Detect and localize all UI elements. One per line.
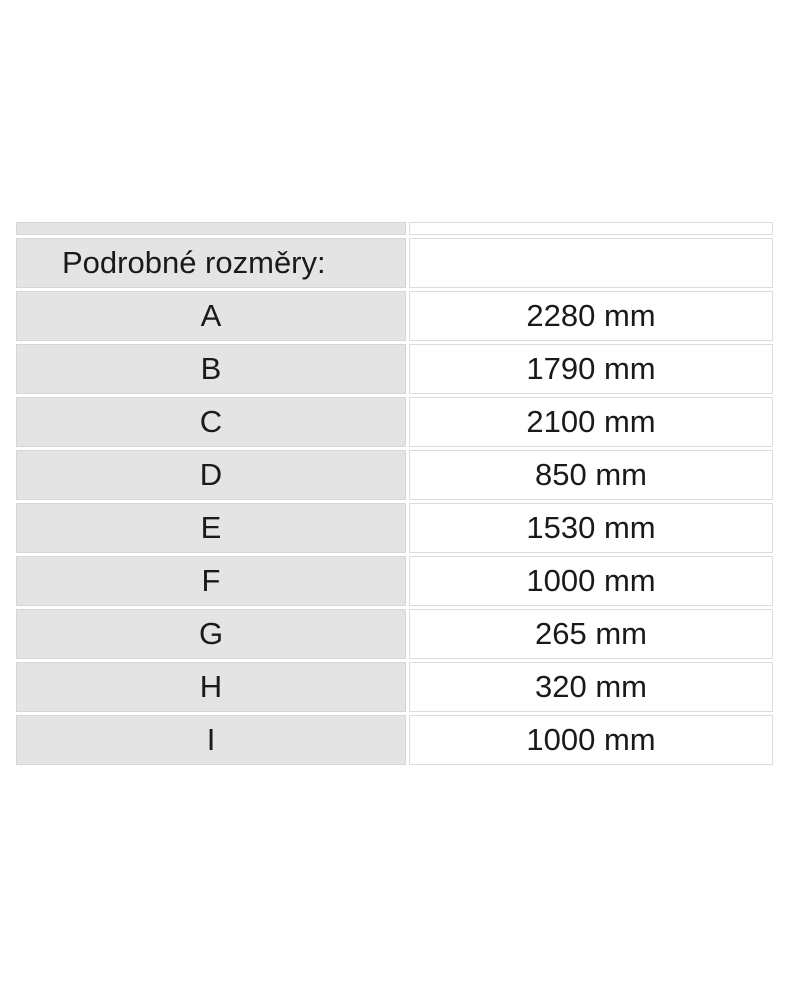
- dimension-value: 265 mm: [409, 609, 773, 659]
- dimension-value: 2280 mm: [409, 291, 773, 341]
- dimension-value: 2100 mm: [409, 397, 773, 447]
- dimension-value: 1000 mm: [409, 715, 773, 765]
- partial-value-cell: [409, 222, 773, 235]
- dimension-label: B: [16, 344, 406, 394]
- partial-label-cell: [16, 222, 406, 235]
- table-row: [16, 397, 773, 447]
- dimension-value: 1790 mm: [409, 344, 773, 394]
- table-row: [16, 503, 773, 553]
- table-row: [16, 715, 773, 765]
- table-row-heading: [16, 238, 773, 288]
- table-row: [16, 291, 773, 341]
- table-row: [16, 450, 773, 500]
- heading-label-cell: Podrobné rozměry:: [16, 238, 406, 288]
- dimension-value: 320 mm: [409, 662, 773, 712]
- dimension-label: A: [16, 291, 406, 341]
- dimension-label: E: [16, 503, 406, 553]
- dimension-value: 1530 mm: [409, 503, 773, 553]
- dimension-label: H: [16, 662, 406, 712]
- dimension-label: I: [16, 715, 406, 765]
- table-row: [16, 344, 773, 394]
- dimensions-table: [13, 222, 776, 768]
- dimension-label: G: [16, 609, 406, 659]
- table-row: [16, 609, 773, 659]
- dimension-value: 850 mm: [409, 450, 773, 500]
- table-row: [16, 662, 773, 712]
- dimensions-table-container: [13, 222, 776, 770]
- dimension-label: C: [16, 397, 406, 447]
- dimension-label: F: [16, 556, 406, 606]
- table-row-partial: [16, 222, 773, 235]
- heading-value-cell: [409, 238, 773, 288]
- dimension-value: 1000 mm: [409, 556, 773, 606]
- table-row: [16, 556, 773, 606]
- dimension-label: D: [16, 450, 406, 500]
